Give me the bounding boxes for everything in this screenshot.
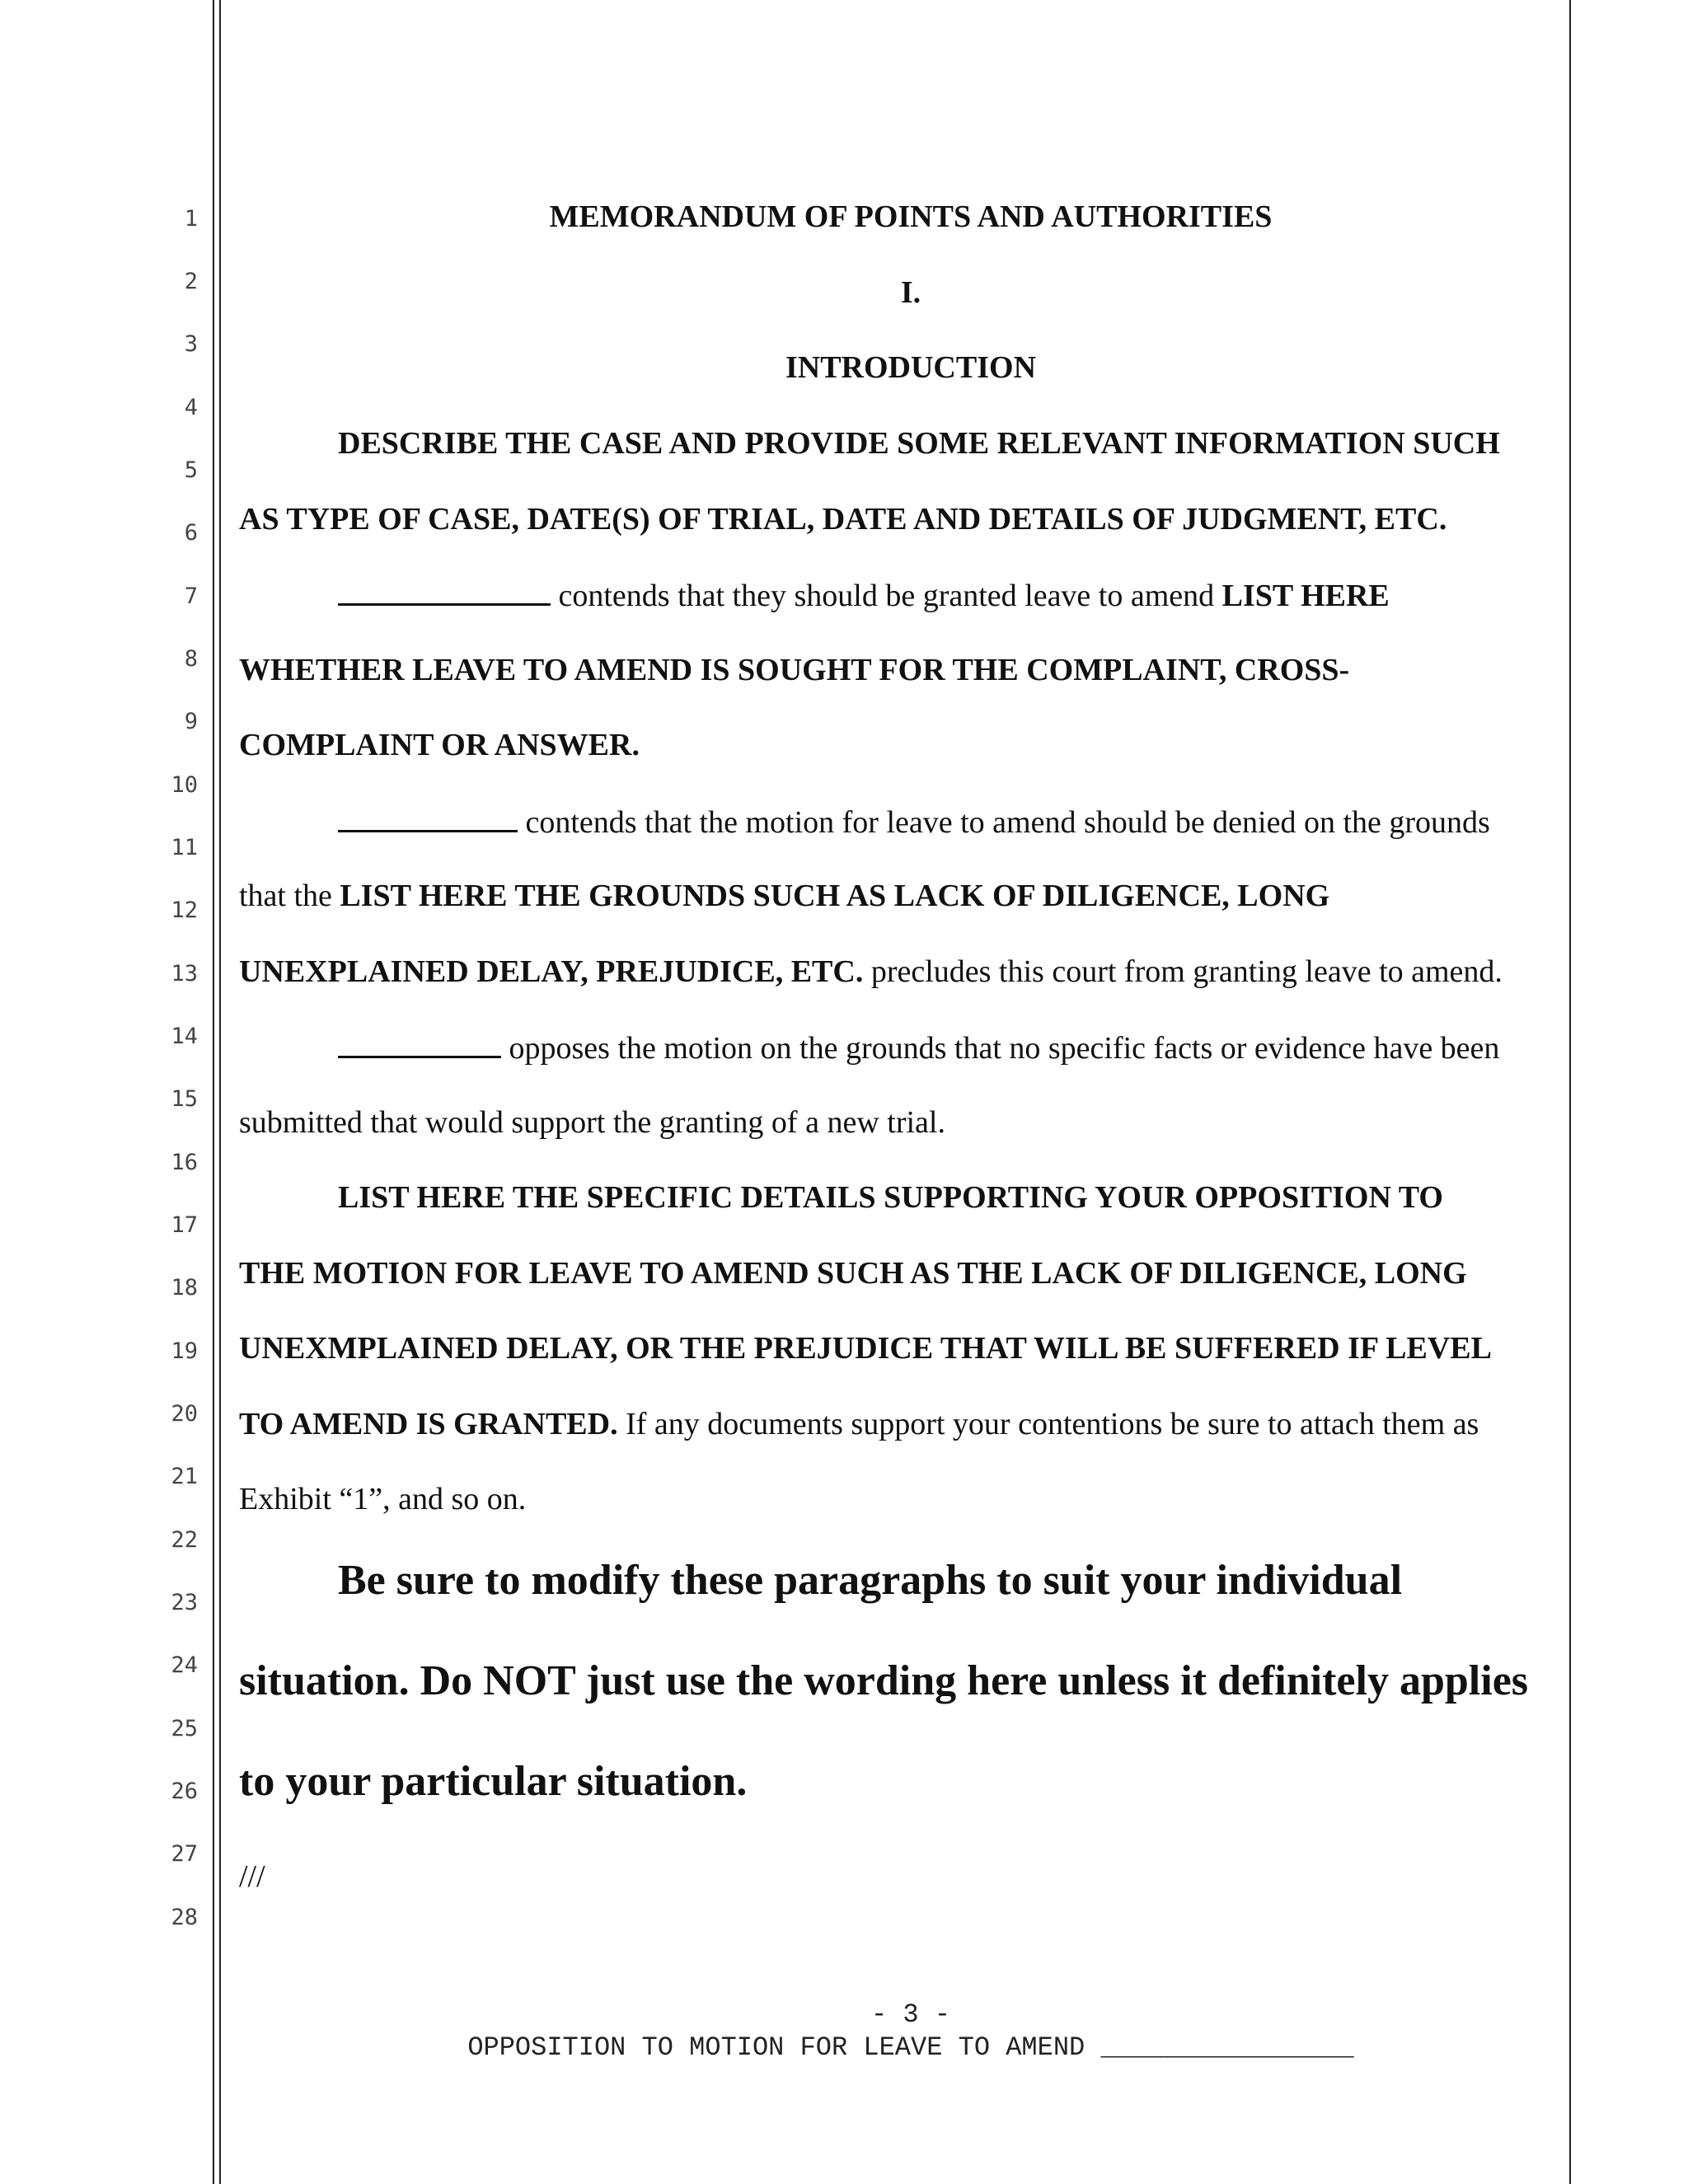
- paragraph-line: DESCRIBE THE CASE AND PROVIDE SOME RELEVANT INFORMATION SUCH: [338, 426, 1500, 461]
- instruction-note-line: to your particular situation.: [239, 1758, 748, 1805]
- left-margin-rule-inner: [219, 0, 221, 2184]
- line-number: 15: [171, 1086, 198, 1112]
- paragraph-line: [239, 579, 1681, 612]
- paragraph-line: LIST HERE THE SPECIFIC DETAILS SUPPORTING YOUR OPPOSITION TO: [338, 1180, 1443, 1215]
- paragraph-text: precludes this court from granting leave to amend.: [863, 954, 1503, 989]
- line-number: 20: [171, 1401, 198, 1427]
- line-number: 19: [171, 1338, 198, 1364]
- paragraph-bold-text: UNEXPLAINED DELAY, PREJUDICE, ETC.: [239, 954, 864, 989]
- paragraph-text: that the: [239, 879, 340, 913]
- line-number: 27: [171, 1841, 198, 1867]
- right-margin-rule: [1569, 0, 1571, 2184]
- line-number: 4: [184, 395, 198, 420]
- line-number: 18: [171, 1275, 198, 1301]
- party-name-blank[interactable]: [338, 579, 551, 606]
- party-name-blank[interactable]: [338, 805, 518, 832]
- instruction-note-line: Be sure to modify these paragraphs to suit your individual: [338, 1557, 1403, 1604]
- line-number: 28: [171, 1905, 198, 1930]
- paragraph-line: Exhibit “1”, and so on.: [239, 1482, 527, 1516]
- line-number: 26: [171, 1779, 198, 1804]
- section-number: I.: [900, 275, 921, 310]
- paragraph-text: opposes the motion on the grounds that no specific facts or evidence have been: [501, 1031, 1500, 1066]
- paragraph-line: WHETHER LEAVE TO AMEND IS SOUGHT FOR THE COMPLAINT, CROSS-: [239, 653, 1350, 687]
- paragraph-line: [239, 1031, 1681, 1064]
- paragraph-line: COMPLAINT OR ANSWER.: [239, 728, 640, 762]
- paragraph-line: [239, 1408, 1582, 1440]
- footer-caption: OPPOSITION TO MOTION FOR LEAVE TO AMEND ________________: [467, 2032, 1354, 2063]
- section-title: INTRODUCTION: [785, 350, 1037, 385]
- line-number: 12: [171, 898, 198, 923]
- line-number: 2: [184, 269, 198, 294]
- line-number: 17: [171, 1212, 198, 1238]
- line-number: 25: [171, 1716, 198, 1741]
- paragraph-line: THE MOTION FOR LEAVE TO AMEND SUCH AS THE LACK OF DILIGENCE, LONG: [239, 1256, 1467, 1291]
- paragraph-line: [239, 956, 1582, 987]
- party-name-blank[interactable]: [338, 1031, 501, 1058]
- line-number: 24: [171, 1652, 198, 1678]
- line-number: 6: [184, 520, 198, 546]
- line-number: 1: [184, 206, 198, 232]
- line-number: 9: [184, 709, 198, 734]
- paragraph-bold-text: LIST HERE: [1221, 579, 1390, 613]
- paragraph-bold-text: LIST HERE THE GROUNDS SUCH AS LACK OF DILIGENCE, LONG: [340, 879, 1330, 913]
- left-margin-rule-outer: [213, 0, 214, 2184]
- line-number: 14: [171, 1024, 198, 1049]
- continuation-slashes: ///: [239, 1859, 265, 1894]
- line-number: 10: [171, 772, 198, 798]
- paragraph-text: contends that they should be granted leave to amend: [551, 579, 1222, 613]
- line-number: 11: [171, 835, 198, 860]
- paragraph-line: [239, 880, 1582, 912]
- line-number: 16: [171, 1150, 198, 1175]
- line-number: 3: [184, 331, 198, 357]
- line-number: 13: [171, 961, 198, 987]
- paragraph-line: [239, 805, 1681, 838]
- paragraph-text: contends that the motion for leave to amend should be denied on the grounds: [518, 805, 1490, 840]
- paragraph-bold-text: TO AMEND IS GRANTED.: [239, 1407, 618, 1441]
- line-number: 21: [171, 1464, 198, 1489]
- page-number: - 3 -: [870, 1999, 950, 2030]
- line-number: 8: [184, 646, 198, 672]
- instruction-note-line: situation. Do NOT just use the wording here unless it definitely applies: [239, 1657, 1529, 1704]
- paragraph-line: AS TYPE OF CASE, DATE(S) OF TRIAL, DATE AND DETAILS OF JUDGMENT, ETC.: [239, 502, 1447, 537]
- memorandum-title: MEMORANDUM OF POINTS AND AUTHORITIES: [549, 199, 1273, 234]
- paragraph-line: UNEXMPLAINED DELAY, OR THE PREJUDICE THAT WILL BE SUFFERED IF LEVEL: [239, 1331, 1492, 1366]
- line-number: 5: [184, 457, 198, 483]
- line-number: 23: [171, 1590, 198, 1615]
- paragraph-line: submitted that would support the granting of a new trial.: [239, 1105, 945, 1140]
- line-number: 22: [171, 1527, 198, 1553]
- paragraph-text: If any documents support your contentions be sure to attach them as: [617, 1407, 1479, 1441]
- line-number: 7: [184, 583, 198, 609]
